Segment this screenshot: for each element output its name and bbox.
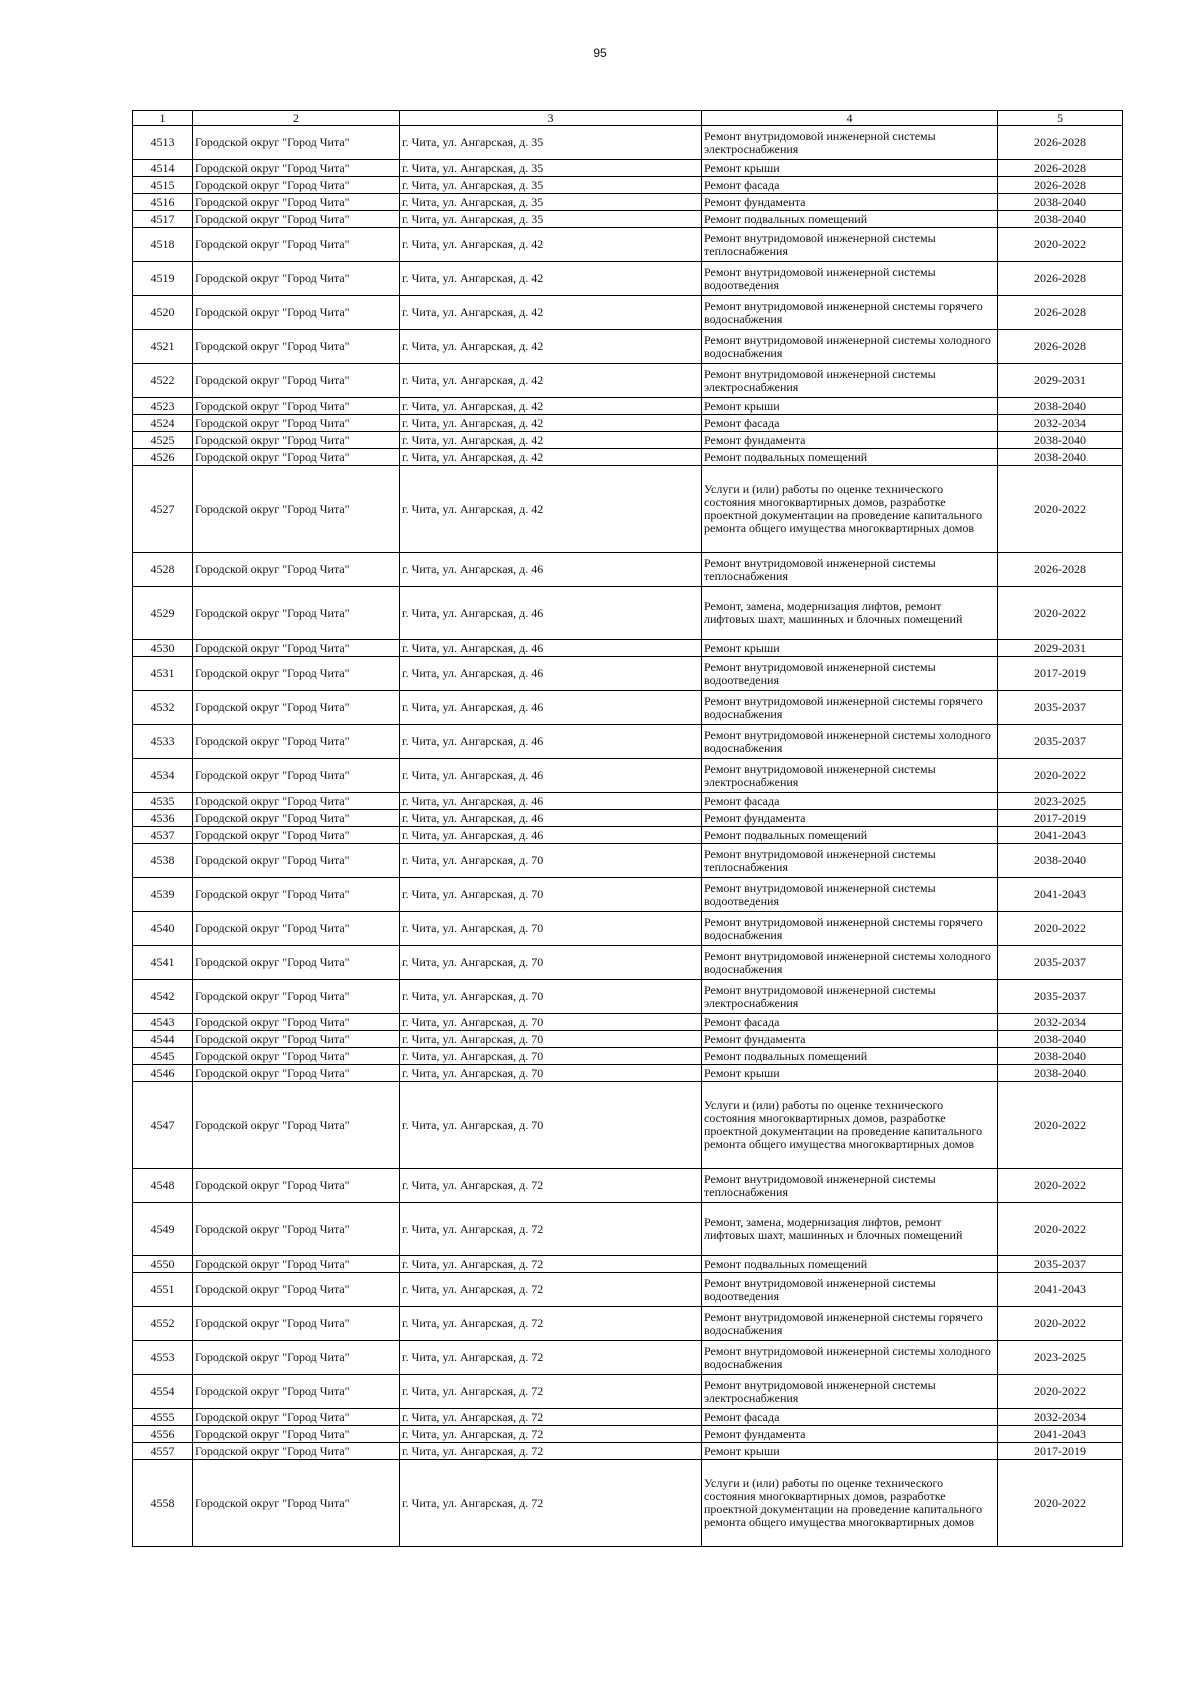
period-cell: 2032-2034 [998, 1409, 1123, 1426]
municipality-cell: Городской округ "Город Чита" [193, 1426, 400, 1443]
work-type-cell: Ремонт внутридомовой инженерной системы электроснабжения [702, 980, 998, 1014]
row-number: 4554 [133, 1375, 193, 1409]
work-type-cell: Ремонт внутридомовой инженерной системы электроснабжения [702, 1375, 998, 1409]
address-cell: г. Чита, ул. Ангарская, д. 72 [400, 1443, 702, 1460]
row-number: 4558 [133, 1460, 193, 1547]
row-number: 4520 [133, 296, 193, 330]
address-cell: г. Чита, ул. Ангарская, д. 35 [400, 160, 702, 177]
row-number: 4519 [133, 262, 193, 296]
row-number: 4555 [133, 1409, 193, 1426]
table-row [133, 1273, 1123, 1307]
period-cell: 2020-2022 [998, 587, 1123, 640]
address-cell: г. Чита, ул. Ангарская, д. 72 [400, 1307, 702, 1341]
table-row [133, 466, 1123, 553]
row-number: 4527 [133, 466, 193, 553]
table-row [133, 759, 1123, 793]
row-number: 4545 [133, 1048, 193, 1065]
municipality-cell: Городской округ "Город Чита" [193, 160, 400, 177]
table-row [133, 398, 1123, 415]
work-type-cell: Ремонт внутридомовой инженерной системы водоотведения [702, 262, 998, 296]
work-type-cell: Услуги и (или) работы по оценке технического состояния многоквартирных домов, разработке проектной документации на проведение капитального ремонта общего имущества многоквартирных домов [702, 1082, 998, 1169]
table-row [133, 810, 1123, 827]
address-cell: г. Чита, ул. Ангарская, д. 72 [400, 1169, 702, 1203]
work-type-cell: Ремонт подвальных помещений [702, 449, 998, 466]
address-cell: г. Чита, ул. Ангарская, д. 72 [400, 1256, 702, 1273]
row-number: 4522 [133, 364, 193, 398]
period-cell: 2020-2022 [998, 1307, 1123, 1341]
work-type-cell: Ремонт внутридомовой инженерной системы теплоснабжения [702, 228, 998, 262]
municipality-cell: Городской округ "Город Чита" [193, 415, 400, 432]
column-header: 3 [400, 111, 702, 126]
address-cell: г. Чита, ул. Ангарская, д. 46 [400, 657, 702, 691]
table-row [133, 1375, 1123, 1409]
municipality-cell: Городской округ "Город Чита" [193, 844, 400, 878]
work-type-cell: Ремонт подвальных помещений [702, 1048, 998, 1065]
row-number: 4552 [133, 1307, 193, 1341]
address-cell: г. Чита, ул. Ангарская, д. 70 [400, 878, 702, 912]
table-row [133, 844, 1123, 878]
row-number: 4533 [133, 725, 193, 759]
table-row [133, 640, 1123, 657]
address-cell: г. Чита, ул. Ангарская, д. 72 [400, 1460, 702, 1547]
period-cell: 2020-2022 [998, 1203, 1123, 1256]
work-type-cell: Ремонт внутридомовой инженерной системы водоотведения [702, 1273, 998, 1307]
row-number: 4528 [133, 553, 193, 587]
address-cell: г. Чита, ул. Ангарская, д. 42 [400, 466, 702, 553]
row-number: 4544 [133, 1031, 193, 1048]
work-type-cell: Ремонт внутридомовой инженерной системы горячего водоснабжения [702, 296, 998, 330]
address-cell: г. Чита, ул. Ангарская, д. 70 [400, 1082, 702, 1169]
address-cell: г. Чита, ул. Ангарская, д. 46 [400, 810, 702, 827]
table-row [133, 1014, 1123, 1031]
address-cell: г. Чита, ул. Ангарская, д. 46 [400, 793, 702, 810]
period-cell: 2017-2019 [998, 810, 1123, 827]
address-cell: г. Чита, ул. Ангарская, д. 72 [400, 1375, 702, 1409]
municipality-cell: Городской округ "Город Чита" [193, 398, 400, 415]
row-number: 4514 [133, 160, 193, 177]
period-cell: 2035-2037 [998, 1256, 1123, 1273]
period-cell: 2035-2037 [998, 980, 1123, 1014]
work-type-cell: Ремонт внутридомовой инженерной системы холодного водоснабжения [702, 1341, 998, 1375]
municipality-cell: Городской округ "Город Чита" [193, 1082, 400, 1169]
table-row [133, 1426, 1123, 1443]
row-number: 4549 [133, 1203, 193, 1256]
column-header: 1 [133, 111, 193, 126]
work-type-cell: Ремонт фундамента [702, 1426, 998, 1443]
table-row [133, 211, 1123, 228]
municipality-cell: Городской округ "Город Чита" [193, 1203, 400, 1256]
table-row [133, 330, 1123, 364]
table-row [133, 1048, 1123, 1065]
work-type-cell: Ремонт внутридомовой инженерной системы горячего водоснабжения [702, 1307, 998, 1341]
table-row [133, 553, 1123, 587]
period-cell: 2023-2025 [998, 793, 1123, 810]
municipality-cell: Городской округ "Город Чита" [193, 553, 400, 587]
period-cell: 2032-2034 [998, 1014, 1123, 1031]
municipality-cell: Городской округ "Город Чита" [193, 1065, 400, 1082]
work-type-cell: Ремонт крыши [702, 640, 998, 657]
period-cell: 2023-2025 [998, 1341, 1123, 1375]
municipality-cell: Городской округ "Город Чита" [193, 228, 400, 262]
municipality-cell: Городской округ "Город Чита" [193, 1460, 400, 1547]
row-number: 4548 [133, 1169, 193, 1203]
table-row [133, 449, 1123, 466]
address-cell: г. Чита, ул. Ангарская, д. 72 [400, 1203, 702, 1256]
municipality-cell: Городской округ "Город Чита" [193, 878, 400, 912]
municipality-cell: Городской округ "Город Чита" [193, 793, 400, 810]
table-row [133, 1256, 1123, 1273]
period-cell: 2026-2028 [998, 160, 1123, 177]
address-cell: г. Чита, ул. Ангарская, д. 70 [400, 1065, 702, 1082]
work-type-cell: Ремонт подвальных помещений [702, 827, 998, 844]
row-number: 4551 [133, 1273, 193, 1307]
period-cell: 2038-2040 [998, 1048, 1123, 1065]
period-cell: 2020-2022 [998, 912, 1123, 946]
municipality-cell: Городской округ "Город Чита" [193, 946, 400, 980]
work-type-cell: Ремонт фасада [702, 177, 998, 194]
table-row [133, 1169, 1123, 1203]
row-number: 4541 [133, 946, 193, 980]
municipality-cell: Городской округ "Город Чита" [193, 587, 400, 640]
work-type-cell: Ремонт внутридомовой инженерной системы водоотведения [702, 657, 998, 691]
municipality-cell: Городской округ "Город Чита" [193, 759, 400, 793]
table-row [133, 1065, 1123, 1082]
period-cell: 2020-2022 [998, 1460, 1123, 1547]
municipality-cell: Городской округ "Город Чита" [193, 1443, 400, 1460]
municipality-cell: Городской округ "Город Чита" [193, 1014, 400, 1031]
work-type-cell: Ремонт внутридомовой инженерной системы холодного водоснабжения [702, 946, 998, 980]
work-type-cell: Услуги и (или) работы по оценке технического состояния многоквартирных домов, разработке проектной документации на проведение капитального ремонта общего имущества многоквартирных домов [702, 466, 998, 553]
address-cell: г. Чита, ул. Ангарская, д. 46 [400, 553, 702, 587]
work-type-cell: Ремонт внутридомовой инженерной системы горячего водоснабжения [702, 912, 998, 946]
table-row [133, 228, 1123, 262]
period-cell: 2020-2022 [998, 466, 1123, 553]
work-type-cell: Ремонт фасада [702, 1014, 998, 1031]
address-cell: г. Чита, ул. Ангарская, д. 42 [400, 330, 702, 364]
address-cell: г. Чита, ул. Ангарская, д. 72 [400, 1273, 702, 1307]
period-cell: 2026-2028 [998, 262, 1123, 296]
municipality-cell: Городской округ "Город Чита" [193, 194, 400, 211]
work-type-cell: Ремонт фундамента [702, 810, 998, 827]
address-cell: г. Чита, ул. Ангарская, д. 70 [400, 980, 702, 1014]
period-cell: 2026-2028 [998, 330, 1123, 364]
address-cell: г. Чита, ул. Ангарская, д. 35 [400, 194, 702, 211]
address-cell: г. Чита, ул. Ангарская, д. 42 [400, 364, 702, 398]
municipality-cell: Городской округ "Город Чита" [193, 980, 400, 1014]
repair-schedule-table [132, 110, 1123, 1547]
address-cell: г. Чита, ул. Ангарская, д. 70 [400, 1048, 702, 1065]
address-cell: г. Чита, ул. Ангарская, д. 46 [400, 827, 702, 844]
municipality-cell: Городской округ "Город Чита" [193, 177, 400, 194]
period-cell: 2041-2043 [998, 1426, 1123, 1443]
period-cell: 2038-2040 [998, 194, 1123, 211]
table-row [133, 1443, 1123, 1460]
municipality-cell: Городской округ "Город Чита" [193, 691, 400, 725]
address-cell: г. Чита, ул. Ангарская, д. 46 [400, 725, 702, 759]
period-cell: 2032-2034 [998, 415, 1123, 432]
municipality-cell: Городской округ "Город Чита" [193, 1169, 400, 1203]
work-type-cell: Ремонт крыши [702, 398, 998, 415]
address-cell: г. Чита, ул. Ангарская, д. 46 [400, 691, 702, 725]
work-type-cell: Ремонт фасада [702, 793, 998, 810]
column-header: 2 [193, 111, 400, 126]
row-number: 4553 [133, 1341, 193, 1375]
table-row [133, 194, 1123, 211]
period-cell: 2038-2040 [998, 844, 1123, 878]
municipality-cell: Городской округ "Город Чита" [193, 810, 400, 827]
period-cell: 2041-2043 [998, 827, 1123, 844]
row-number: 4546 [133, 1065, 193, 1082]
address-cell: г. Чита, ул. Ангарская, д. 42 [400, 296, 702, 330]
address-cell: г. Чита, ул. Ангарская, д. 42 [400, 432, 702, 449]
row-number: 4543 [133, 1014, 193, 1031]
municipality-cell: Городской округ "Город Чита" [193, 1409, 400, 1426]
row-number: 4515 [133, 177, 193, 194]
period-cell: 2017-2019 [998, 1443, 1123, 1460]
period-cell: 2041-2043 [998, 1273, 1123, 1307]
period-cell: 2038-2040 [998, 1065, 1123, 1082]
table-row [133, 296, 1123, 330]
table-row [133, 262, 1123, 296]
table-row [133, 415, 1123, 432]
row-number: 4542 [133, 980, 193, 1014]
address-cell: г. Чита, ул. Ангарская, д. 46 [400, 640, 702, 657]
work-type-cell: Ремонт внутридомовой инженерной системы водоотведения [702, 878, 998, 912]
row-number: 4538 [133, 844, 193, 878]
table-row [133, 912, 1123, 946]
work-type-cell: Ремонт крыши [702, 1443, 998, 1460]
table-row [133, 980, 1123, 1014]
table-row [133, 657, 1123, 691]
period-cell: 2038-2040 [998, 432, 1123, 449]
table-row [133, 878, 1123, 912]
row-number: 4539 [133, 878, 193, 912]
page-number: 95 [593, 46, 607, 60]
row-number: 4523 [133, 398, 193, 415]
row-number: 4524 [133, 415, 193, 432]
work-type-cell: Ремонт фундамента [702, 432, 998, 449]
work-type-cell: Ремонт фундамента [702, 194, 998, 211]
municipality-cell: Городской округ "Город Чита" [193, 657, 400, 691]
period-cell: 2026-2028 [998, 296, 1123, 330]
row-number: 4526 [133, 449, 193, 466]
work-type-cell: Ремонт внутридомовой инженерной системы электроснабжения [702, 126, 998, 160]
work-type-cell: Ремонт крыши [702, 1065, 998, 1082]
row-number: 4550 [133, 1256, 193, 1273]
municipality-cell: Городской округ "Город Чита" [193, 262, 400, 296]
period-cell: 2041-2043 [998, 878, 1123, 912]
address-cell: г. Чита, ул. Ангарская, д. 42 [400, 415, 702, 432]
row-number: 4547 [133, 1082, 193, 1169]
table-row [133, 946, 1123, 980]
work-type-cell: Ремонт внутридомовой инженерной системы холодного водоснабжения [702, 725, 998, 759]
municipality-cell: Городской округ "Город Чита" [193, 1273, 400, 1307]
table-row [133, 587, 1123, 640]
table-row [133, 1031, 1123, 1048]
address-cell: г. Чита, ул. Ангарская, д. 42 [400, 398, 702, 415]
period-cell: 2038-2040 [998, 449, 1123, 466]
table-body [133, 126, 1123, 1547]
work-type-cell: Ремонт, замена, модернизация лифтов, ремонт лифтовых шахт, машинных и блочных помещений [702, 1203, 998, 1256]
work-type-cell: Ремонт подвальных помещений [702, 1256, 998, 1273]
municipality-cell: Городской округ "Город Чита" [193, 1307, 400, 1341]
address-cell: г. Чита, ул. Ангарская, д. 35 [400, 177, 702, 194]
period-cell: 2026-2028 [998, 553, 1123, 587]
table-row [133, 1409, 1123, 1426]
municipality-cell: Городской округ "Город Чита" [193, 296, 400, 330]
period-cell: 2020-2022 [998, 1375, 1123, 1409]
address-cell: г. Чита, ул. Ангарская, д. 70 [400, 946, 702, 980]
period-cell: 2026-2028 [998, 177, 1123, 194]
municipality-cell: Городской округ "Город Чита" [193, 449, 400, 466]
row-number: 4516 [133, 194, 193, 211]
column-header: 4 [702, 111, 998, 126]
period-cell: 2038-2040 [998, 1031, 1123, 1048]
municipality-cell: Городской округ "Город Чита" [193, 827, 400, 844]
address-cell: г. Чита, ул. Ангарская, д. 72 [400, 1426, 702, 1443]
table-row [133, 364, 1123, 398]
period-cell: 2035-2037 [998, 691, 1123, 725]
period-cell: 2035-2037 [998, 725, 1123, 759]
address-cell: г. Чита, ул. Ангарская, д. 46 [400, 587, 702, 640]
work-type-cell: Ремонт внутридомовой инженерной системы холодного водоснабжения [702, 330, 998, 364]
row-number: 4517 [133, 211, 193, 228]
municipality-cell: Городской округ "Город Чита" [193, 1256, 400, 1273]
work-type-cell: Ремонт фасада [702, 415, 998, 432]
municipality-cell: Городской округ "Город Чита" [193, 1048, 400, 1065]
period-cell: 2020-2022 [998, 1082, 1123, 1169]
row-number: 4537 [133, 827, 193, 844]
row-number: 4534 [133, 759, 193, 793]
row-number: 4557 [133, 1443, 193, 1460]
work-type-cell: Ремонт крыши [702, 160, 998, 177]
municipality-cell: Городской округ "Город Чита" [193, 1375, 400, 1409]
period-cell: 2029-2031 [998, 364, 1123, 398]
row-number: 4536 [133, 810, 193, 827]
table-row [133, 160, 1123, 177]
table-row [133, 1460, 1123, 1547]
row-number: 4518 [133, 228, 193, 262]
address-cell: г. Чита, ул. Ангарская, д. 70 [400, 912, 702, 946]
address-cell: г. Чита, ул. Ангарская, д. 42 [400, 449, 702, 466]
row-number: 4521 [133, 330, 193, 364]
municipality-cell: Городской округ "Город Чита" [193, 330, 400, 364]
municipality-cell: Городской округ "Город Чита" [193, 640, 400, 657]
table-row [133, 1203, 1123, 1256]
period-cell: 2035-2037 [998, 946, 1123, 980]
table-row [133, 1307, 1123, 1341]
municipality-cell: Городской округ "Город Чита" [193, 1031, 400, 1048]
work-type-cell: Ремонт внутридомовой инженерной системы теплоснабжения [702, 553, 998, 587]
row-number: 4525 [133, 432, 193, 449]
table-row [133, 725, 1123, 759]
municipality-cell: Городской округ "Город Чита" [193, 1341, 400, 1375]
period-cell: 2020-2022 [998, 1169, 1123, 1203]
address-cell: г. Чита, ул. Ангарская, д. 35 [400, 211, 702, 228]
row-number: 4535 [133, 793, 193, 810]
work-type-cell: Ремонт внутридомовой инженерной системы электроснабжения [702, 364, 998, 398]
row-number: 4529 [133, 587, 193, 640]
municipality-cell: Городской округ "Город Чита" [193, 364, 400, 398]
municipality-cell: Городской округ "Город Чита" [193, 725, 400, 759]
table-row [133, 126, 1123, 160]
address-cell: г. Чита, ул. Ангарская, д. 72 [400, 1409, 702, 1426]
address-cell: г. Чита, ул. Ангарская, д. 70 [400, 1031, 702, 1048]
work-type-cell: Ремонт фасада [702, 1409, 998, 1426]
address-cell: г. Чита, ул. Ангарская, д. 46 [400, 759, 702, 793]
municipality-cell: Городской округ "Город Чита" [193, 432, 400, 449]
table-row [133, 1082, 1123, 1169]
work-type-cell: Услуги и (или) работы по оценке технического состояния многоквартирных домов, разработке проектной документации на проведение капитального ремонта общего имущества многоквартирных домов [702, 1460, 998, 1547]
address-cell: г. Чита, ул. Ангарская, д. 72 [400, 1341, 702, 1375]
work-type-cell: Ремонт фундамента [702, 1031, 998, 1048]
period-cell: 2020-2022 [998, 759, 1123, 793]
table-row [133, 827, 1123, 844]
address-cell: г. Чита, ул. Ангарская, д. 42 [400, 228, 702, 262]
work-type-cell: Ремонт внутридомовой инженерной системы теплоснабжения [702, 1169, 998, 1203]
row-number: 4540 [133, 912, 193, 946]
work-type-cell: Ремонт подвальных помещений [702, 211, 998, 228]
period-cell: 2020-2022 [998, 228, 1123, 262]
period-cell: 2026-2028 [998, 126, 1123, 160]
period-cell: 2038-2040 [998, 398, 1123, 415]
address-cell: г. Чита, ул. Ангарская, д. 35 [400, 126, 702, 160]
table-row [133, 793, 1123, 810]
table-row [133, 691, 1123, 725]
row-number: 4532 [133, 691, 193, 725]
table-row [133, 1341, 1123, 1375]
municipality-cell: Городской округ "Город Чита" [193, 211, 400, 228]
period-cell: 2038-2040 [998, 211, 1123, 228]
row-number: 4530 [133, 640, 193, 657]
address-cell: г. Чита, ул. Ангарская, д. 42 [400, 262, 702, 296]
municipality-cell: Городской округ "Город Чита" [193, 126, 400, 160]
address-cell: г. Чита, ул. Ангарская, д. 70 [400, 844, 702, 878]
municipality-cell: Городской округ "Город Чита" [193, 912, 400, 946]
column-header: 5 [998, 111, 1123, 126]
period-cell: 2017-2019 [998, 657, 1123, 691]
row-number: 4531 [133, 657, 193, 691]
work-type-cell: Ремонт внутридомовой инженерной системы теплоснабжения [702, 844, 998, 878]
address-cell: г. Чита, ул. Ангарская, д. 70 [400, 1014, 702, 1031]
work-type-cell: Ремонт внутридомовой инженерной системы горячего водоснабжения [702, 691, 998, 725]
row-number: 4513 [133, 126, 193, 160]
municipality-cell: Городской округ "Город Чита" [193, 466, 400, 553]
work-type-cell: Ремонт внутридомовой инженерной системы электроснабжения [702, 759, 998, 793]
table-row [133, 177, 1123, 194]
row-number: 4556 [133, 1426, 193, 1443]
period-cell: 2029-2031 [998, 640, 1123, 657]
table-header-row [133, 111, 1123, 126]
table-row [133, 432, 1123, 449]
work-type-cell: Ремонт, замена, модернизация лифтов, ремонт лифтовых шахт, машинных и блочных помещений [702, 587, 998, 640]
